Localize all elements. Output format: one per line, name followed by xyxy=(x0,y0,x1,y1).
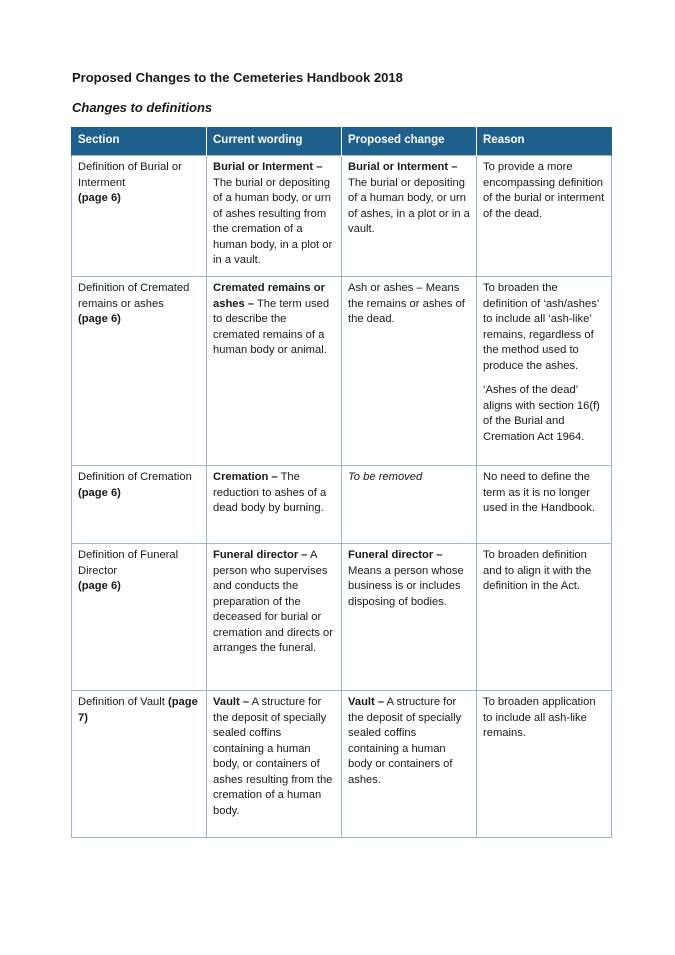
document-title: Proposed Changes to the Cemeteries Handbook 2018 xyxy=(72,70,403,85)
current-text: A structure for the deposit of specially sealed coffins containing a human body, or containers of ashes resulting from the cremation of a human body. xyxy=(213,696,333,817)
proposed-text: Ash or ashes – Means the remains or ashes of the dead. xyxy=(348,282,465,325)
reason-extra-text: ‘Ashes of the dead’ aligns with section 16(f) of the Burial and Cremation Act 1964. xyxy=(483,384,600,443)
page-reference: (page 6) xyxy=(78,313,121,325)
header-current-wording: Current wording xyxy=(207,127,342,156)
table-row xyxy=(72,691,612,838)
table-row xyxy=(72,544,612,691)
proposed-change-cell xyxy=(342,466,477,544)
reason-cell xyxy=(477,544,612,691)
current-text: A person who supervises and conducts the preparation of the deceased for burial or cremation and directs or arranges the funeral. xyxy=(213,549,334,654)
table-header-row xyxy=(72,127,612,156)
section-name: Definition of Cremated remains or ashes xyxy=(78,282,190,310)
table-row xyxy=(72,277,612,466)
current-term: Vault – xyxy=(213,696,250,708)
proposed-term: Burial or Interment – xyxy=(348,161,458,173)
proposed-term: Vault – xyxy=(348,696,385,708)
proposed-change-cell xyxy=(342,544,477,691)
current-term: Cremation – xyxy=(213,471,278,483)
proposed-text: Means a person whose business is or includes disposing of bodies. xyxy=(348,564,464,608)
section-cell xyxy=(72,691,207,838)
changes-table xyxy=(71,127,612,838)
header-proposed-change: Proposed change xyxy=(342,127,477,156)
section-cell xyxy=(72,466,207,544)
section-name: Definition of Funeral Director xyxy=(78,549,179,577)
current-wording-cell xyxy=(207,277,342,466)
current-wording-cell xyxy=(207,466,342,544)
section-name: Definition of Vault xyxy=(78,696,165,708)
current-wording-cell xyxy=(207,156,342,277)
proposed-term: Funeral director – xyxy=(348,549,443,561)
page-reference: (page 6) xyxy=(78,486,121,499)
reason-text: To broaden application to include all ash-like remains. xyxy=(483,696,596,739)
table-row xyxy=(72,156,612,277)
current-term: Burial or Interment – xyxy=(213,161,323,173)
reason-cell xyxy=(477,277,612,466)
section-name: Definition of Burial or Interment xyxy=(78,161,182,189)
section-cell xyxy=(72,156,207,277)
header-section: Section xyxy=(72,127,207,156)
proposed-text: A structure for the deposit of specially sealed coffins containing a human body or containers of ashes. xyxy=(348,696,462,786)
proposed-change-cell xyxy=(342,277,477,466)
reason-cell xyxy=(477,466,612,544)
reason-cell xyxy=(477,691,612,838)
current-term: Funeral director – xyxy=(213,549,308,561)
header-reason: Reason xyxy=(477,127,612,156)
current-text: The term used to describe the cremated remains of a human body or animal. xyxy=(213,297,330,356)
proposed-text: The burial or depositing of a human body, or urn of ashes, in a plot or in a vault. xyxy=(348,176,470,235)
current-text: The burial or depositing of a human body, or urn of ashes resulting from the cremation of a human body, in a plot or in a vault. xyxy=(213,176,333,266)
reason-text: No need to define the term as it is no longer used in the Handbook. xyxy=(483,471,595,514)
page-reference: (page 6) xyxy=(78,192,121,204)
proposed-change-cell xyxy=(342,691,477,838)
current-term: Cremated remains or ashes – xyxy=(213,282,325,310)
reason-text: To provide a more encompassing definition of the burial or interment of the dead. xyxy=(483,161,605,220)
section-cell xyxy=(72,544,207,691)
section-subtitle: Changes to definitions xyxy=(72,100,213,115)
section-cell xyxy=(72,277,207,466)
current-wording-cell xyxy=(207,544,342,691)
reason-text: To broaden definition and to align it with the definition in the Act. xyxy=(483,549,592,592)
current-text: The reduction to ashes of a dead body by burning. xyxy=(213,471,327,514)
proposed-text: To be removed xyxy=(348,471,423,483)
current-wording-cell xyxy=(207,691,342,838)
reason-text: To broaden the definition of ‘ash/ashes’ to include all ‘ash-like’ remains, regardless of the method used to produce the ashes. xyxy=(483,282,599,372)
section-name: Definition of Cremation xyxy=(78,471,192,483)
reason-cell xyxy=(477,156,612,277)
page-reference: (page 6) xyxy=(78,580,121,592)
proposed-change-cell xyxy=(342,156,477,277)
table-row xyxy=(72,466,612,544)
page-reference: (page 7) xyxy=(78,696,198,724)
